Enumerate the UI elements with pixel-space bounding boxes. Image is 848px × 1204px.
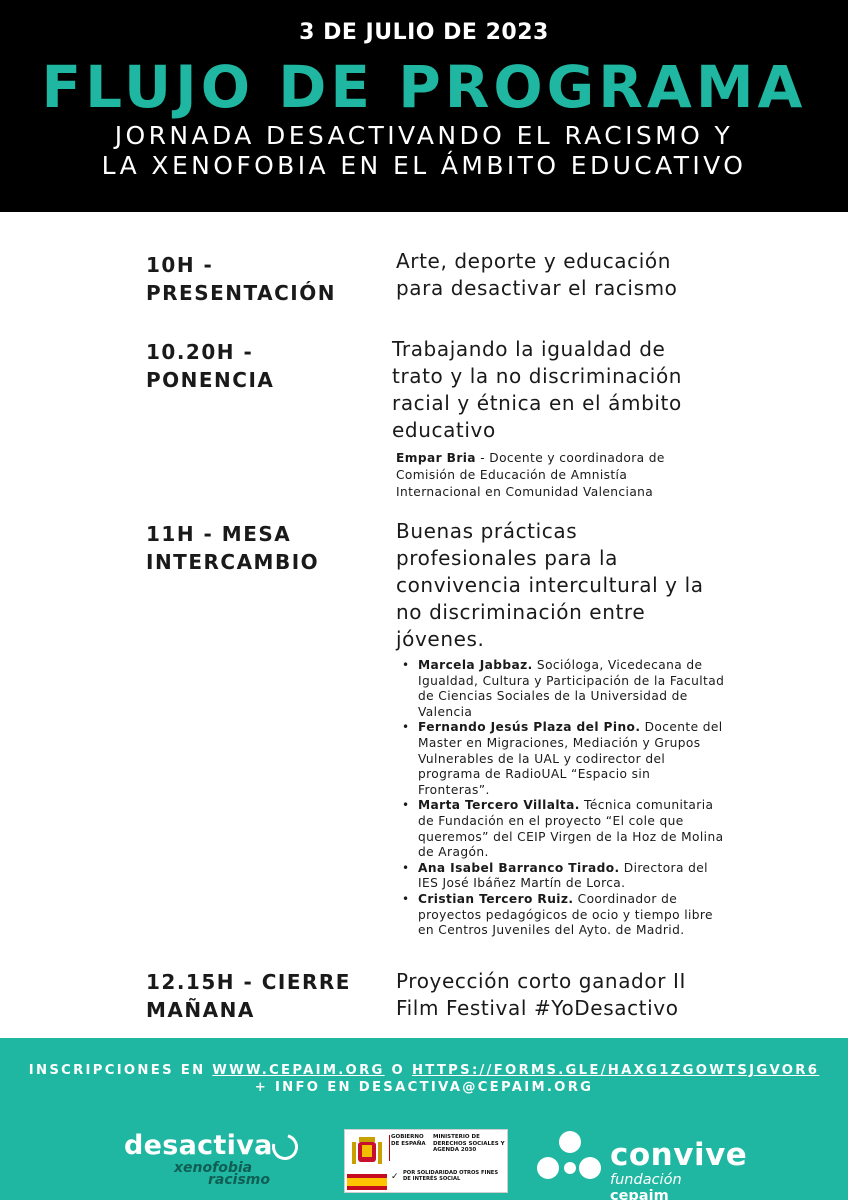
slot-topic-line: Trabajando la igualdad de: [392, 337, 666, 361]
page-title: FLUJO DE PROGRAMA: [41, 53, 807, 121]
list-item: [396, 892, 726, 939]
list-item: [396, 658, 726, 720]
slot-topic: [392, 336, 732, 444]
slot-time-line: 11H - MESA: [146, 522, 292, 546]
speaker-name: Cristian Tercero Ruiz.: [418, 891, 574, 906]
slot-topic-line: Buenas prácticas: [396, 519, 578, 543]
registration-form-link[interactable]: HTTPS://FORMS.GLE/HAXG1ZGOWTSJGVOR6: [411, 1063, 820, 1078]
bullet-icon: •: [402, 798, 410, 813]
speaker-desc: Socióloga, Vicedecana de Igualdad, Cultura y Participación de la Facultad de Ciencias Sociales de la Universidad de Valencia: [418, 658, 725, 719]
slot-time: [146, 520, 386, 576]
list-item: [396, 798, 726, 860]
footer-banner: [0, 1038, 848, 1204]
slot-topic: [396, 248, 736, 302]
event-subtitle: [0, 121, 848, 181]
speaker-name: Ana Isabel Barranco Tirado.: [418, 860, 620, 875]
slot-topic-line: para desactivar el racismo: [396, 276, 678, 300]
program-schedule: [0, 212, 848, 1038]
desactiva-logo-word: desactiva: [124, 1130, 273, 1161]
registration-label: INSCRIPCIONES EN: [28, 1063, 213, 1078]
header-banner: [0, 0, 848, 212]
event-date: 3 DE JULIO DE 2023: [299, 20, 549, 45]
slot-time: [146, 338, 386, 394]
subtitle-line: LA XENOFOBIA EN EL ÁMBITO EDUCATIVO: [101, 151, 747, 180]
speaker-note: [396, 450, 686, 501]
slot-topic-line: no discriminación entre: [396, 600, 646, 624]
registration-line: [0, 1063, 848, 1078]
divider: [389, 1135, 390, 1161]
speaker-desc: Técnica comunitaria de Fundación en el proyecto “El cole que queremos” del CEIP Virgen de la Hoz de Molina de Aragón.: [418, 798, 724, 860]
speaker-name: Marcela Jabbaz.: [418, 658, 533, 672]
desactiva-logo: [124, 1130, 304, 1190]
slot-topic-line: jóvenes.: [396, 627, 485, 651]
slot-time-line: 12.15H - CIERRE: [146, 970, 351, 994]
convive-sub-prefix: fundación: [610, 1172, 682, 1188]
slot-topic-line: Film Festival #YoDesactivo: [396, 996, 679, 1020]
list-item: [396, 861, 726, 892]
desactiva-logo-sub: racismo: [208, 1172, 270, 1188]
slot-topic: [396, 518, 736, 653]
bullet-icon: •: [402, 891, 410, 906]
slot-time-line: INTERCAMBIO: [146, 550, 320, 574]
convive-logo-word: convive: [610, 1137, 748, 1173]
convive-sub-bold: cepaim: [610, 1188, 669, 1204]
bullet-icon: •: [402, 658, 410, 672]
desactiva-logo-sub: xenofobia: [174, 1160, 253, 1176]
speaker-name: Empar Bria: [396, 451, 476, 465]
bullet-icon: •: [402, 720, 410, 735]
slot-time-line: PRESENTACIÓN: [146, 281, 336, 305]
speaker-desc: Directora del IES José Ibáñez Martín de Lorca.: [418, 860, 708, 891]
ministry-label: MINISTERIO DE DERECHOS SOCIALES Y AGENDA 2030: [433, 1134, 505, 1153]
subtitle-line: JORNADA DESACTIVANDO EL RACISMO Y: [114, 121, 734, 150]
slot-time-line: 10H -: [146, 253, 214, 277]
list-item: [396, 720, 726, 798]
slot-time-line: MAÑANA: [146, 998, 255, 1022]
speaker-desc: Docente del Master en Migraciones, Mediación y Grupos Vulnerables de la UAL y codirector del programa de RadioUAL “Espacio sin Fronteras”.: [418, 720, 723, 797]
slot-topic-line: trato y la no discriminación: [392, 364, 683, 388]
speaker-desc: Coordinador de proyectos pedagógicos de ocio y tiempo libre en Centros Juveniles del Ayto. de Madrid.: [418, 891, 713, 938]
slot-topic-line: Arte, deporte y educación: [396, 249, 672, 273]
checkmark-icon: ✓: [391, 1172, 399, 1182]
speaker-list: [396, 658, 726, 939]
slot-topic-line: convivencia intercultural y la: [396, 573, 704, 597]
slot-topic-line: educativo: [392, 418, 496, 442]
convive-logo: [530, 1126, 748, 1204]
speaker-name: Marta Tercero Villalta.: [418, 798, 580, 813]
speaker-name: Fernando Jesús Plaza del Pino.: [418, 720, 641, 735]
slot-time: [146, 251, 386, 307]
slot-time-line: PONENCIA: [146, 368, 275, 392]
cepaim-website-link[interactable]: WWW.CEPAIM.ORG: [212, 1063, 385, 1078]
bullet-icon: •: [402, 860, 410, 875]
government-logo: [344, 1129, 508, 1193]
spain-flag-icon: [347, 1174, 387, 1190]
info-email-line: + INFO EN DESACTIVA@CEPAIM.ORG: [254, 1080, 594, 1095]
slot-time-line: 10.20H -: [146, 340, 254, 364]
gov-label: GOBIERNO DE ESPAÑA: [391, 1134, 426, 1147]
coat-of-arms-icon: [349, 1134, 385, 1170]
convive-dots-icon: [534, 1128, 604, 1188]
speaker-desc: - Docente y coordinadora de Comisión de Educación de Amnistía Internacional en Comunidad Valenciana: [396, 451, 665, 499]
solidarity-label: POR SOLIDARIDAD OTROS FINES DE INTERÉS SOCIAL: [403, 1170, 499, 1183]
slot-topic-line: profesionales para la: [396, 546, 619, 570]
slot-topic: [396, 968, 736, 1022]
convive-logo-sub: [610, 1172, 740, 1204]
registration-or: O: [384, 1063, 412, 1078]
slot-topic-line: racial y étnica en el ámbito: [392, 391, 682, 415]
slot-time: [146, 968, 386, 1024]
slot-topic-line: Proyección corto ganador II: [396, 969, 686, 993]
